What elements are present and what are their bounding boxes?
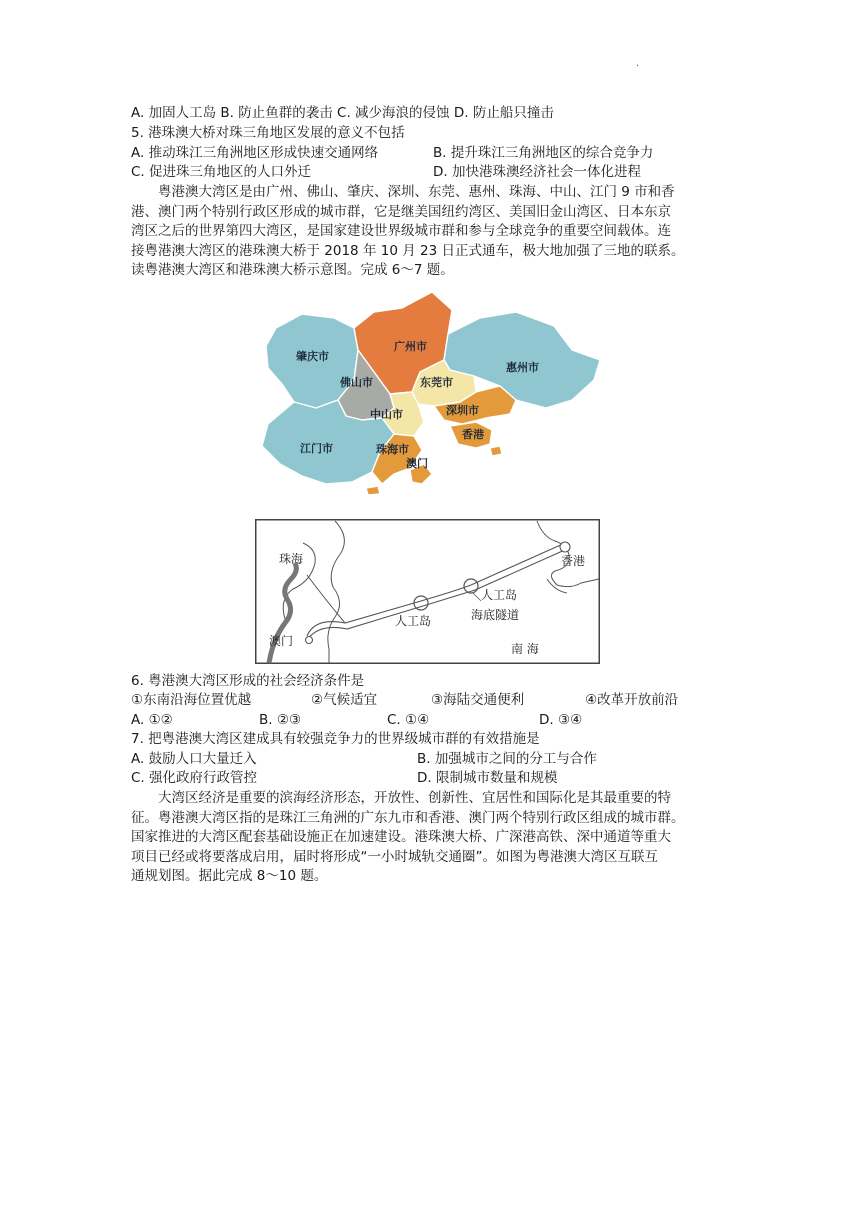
bridge-route-diagram	[255, 519, 600, 664]
passage-2	[131, 789, 731, 887]
passage-2-line: 项目已经或将要落成启用，届时将形成“一小时城轨交通圈”。如图为粤港澳大湾区互联互	[131, 848, 658, 865]
q6-statement-2: ②气候适宜	[311, 692, 378, 708]
passage-2-line: 国家推进的大湾区配套基础设施正在加速建设。港珠澳大桥、广深港高铁、深中通道等重大	[131, 829, 671, 846]
macau-point	[306, 637, 313, 644]
q7-option-b: B. 加强城市之间的分工与合作	[417, 751, 597, 767]
bay-area-map	[254, 288, 606, 498]
route-label-island-1: 人工岛	[395, 614, 432, 628]
q6-option-a: A. ①②	[131, 712, 173, 728]
route-label-xianggang: 香港	[561, 554, 586, 568]
passage-2-line: 大湾区经济是重要的滨海经济形态，开放性、创新性、宜居性和国际化是其最重要的特	[158, 790, 671, 806]
q4-option-d: D. 防止船只撞击	[453, 105, 554, 121]
q6-statement-1: ①东南沿海位置优越	[131, 692, 252, 708]
q6-stem: 6. 粤港澳大湾区形成的社会经济条件是	[131, 673, 365, 689]
hongkong-point	[560, 542, 570, 552]
route-label-tunnel: 海底隧道	[471, 608, 520, 622]
route-label-aomen: 澳门	[269, 634, 294, 648]
label-zhaoqing: 肇庆市	[296, 350, 329, 363]
q5-option-d: D. 加快港珠澳经济社会一体化进程	[433, 164, 641, 180]
q5-option-b: B. 提升珠江三角洲地区的综合竞争力	[433, 145, 654, 161]
label-jiangmen: 江门市	[300, 442, 333, 455]
passage-1	[131, 183, 731, 281]
route-label-sea: 南 海	[511, 642, 539, 656]
passage-2-line: 征。粤港澳大湾区指的是珠江三角洲的广东九市和香港、澳门两个特别行政区组成的城市群。	[131, 809, 685, 826]
bay-area-map-svg	[254, 288, 606, 498]
passage-1-line: 粤港澳大湾区是由广州、佛山、肇庆、深圳、东莞、惠州、珠海、中山、江门 9 市和香	[158, 184, 675, 200]
q4-options	[131, 104, 554, 123]
q6-option-c: C. ①④	[387, 712, 430, 728]
bridge-route-svg	[255, 519, 600, 664]
route-label-island-2: 人工岛	[481, 588, 518, 602]
passage-1-line: 接粤港澳大湾区的港珠澳大桥于 2018 年 10 月 23 日正式通车，极大地加强了三地的联系。	[131, 242, 685, 259]
q7-option-d: D. 限制城市数量和规模	[417, 770, 558, 786]
route-label-zhuhai: 珠海	[279, 552, 304, 566]
label-dongguan: 东莞市	[420, 376, 453, 389]
label-foshan: 佛山市	[340, 376, 373, 389]
q4-option-c: C. 减少海浪的侵蚀	[337, 105, 450, 121]
label-xianggang: 香港	[462, 428, 484, 441]
passage-1-line: 港、澳门两个特别行政区形成的城市群，它是继美国纽约湾区、美国旧金山湾区、日本东京	[131, 203, 671, 220]
label-guangzhou: 广州市	[394, 340, 427, 353]
q5-stem: 5. 港珠澳大桥对珠三角地区发展的意义不包括	[131, 125, 405, 141]
passage-1-line: 湾区之后的世界第四大湾区，是国家建设世界级城市群和参与全球竞争的重要空间载体。连	[131, 223, 671, 240]
label-zhongshan: 中山市	[370, 408, 403, 421]
q6-option-b: B. ②③	[259, 712, 302, 728]
q6-option-d: D. ③④	[539, 712, 583, 728]
passage-2-line: 通规划图。据此完成 8～10 题。	[131, 868, 328, 885]
label-zhuhai: 珠海市	[376, 443, 409, 456]
q7-option-c: C. 强化政府行政管控	[131, 770, 258, 786]
q7-option-a: A. 鼓励人口大量迁入	[131, 751, 257, 767]
q6-statement-4: ④改革开放前沿	[585, 692, 679, 708]
label-shenzhen: 深圳市	[446, 404, 479, 417]
label-huizhou: 惠州市	[506, 361, 539, 374]
label-aomen: 澳门	[406, 457, 428, 470]
q5-option-c: C. 促进珠三角地区的人口外迁	[131, 164, 312, 180]
q6-statement-3: ③海陆交通便利	[431, 692, 525, 708]
q4-option-a: A. 加固人工岛	[131, 105, 217, 121]
q5-option-a: A. 推动珠江三角洲地区形成快速交通网络	[131, 145, 379, 161]
passage-1-line: 读粤港澳大湾区和港珠澳大桥示意图。完成 6～7 题。	[131, 262, 454, 279]
page-dot: .	[636, 58, 640, 69]
q7-stem: 7. 把粤港澳大湾区建成具有较强竞争力的世界级城市群的有效措施是	[131, 731, 540, 747]
q4-option-b: B. 防止鱼群的袭击	[220, 105, 333, 121]
